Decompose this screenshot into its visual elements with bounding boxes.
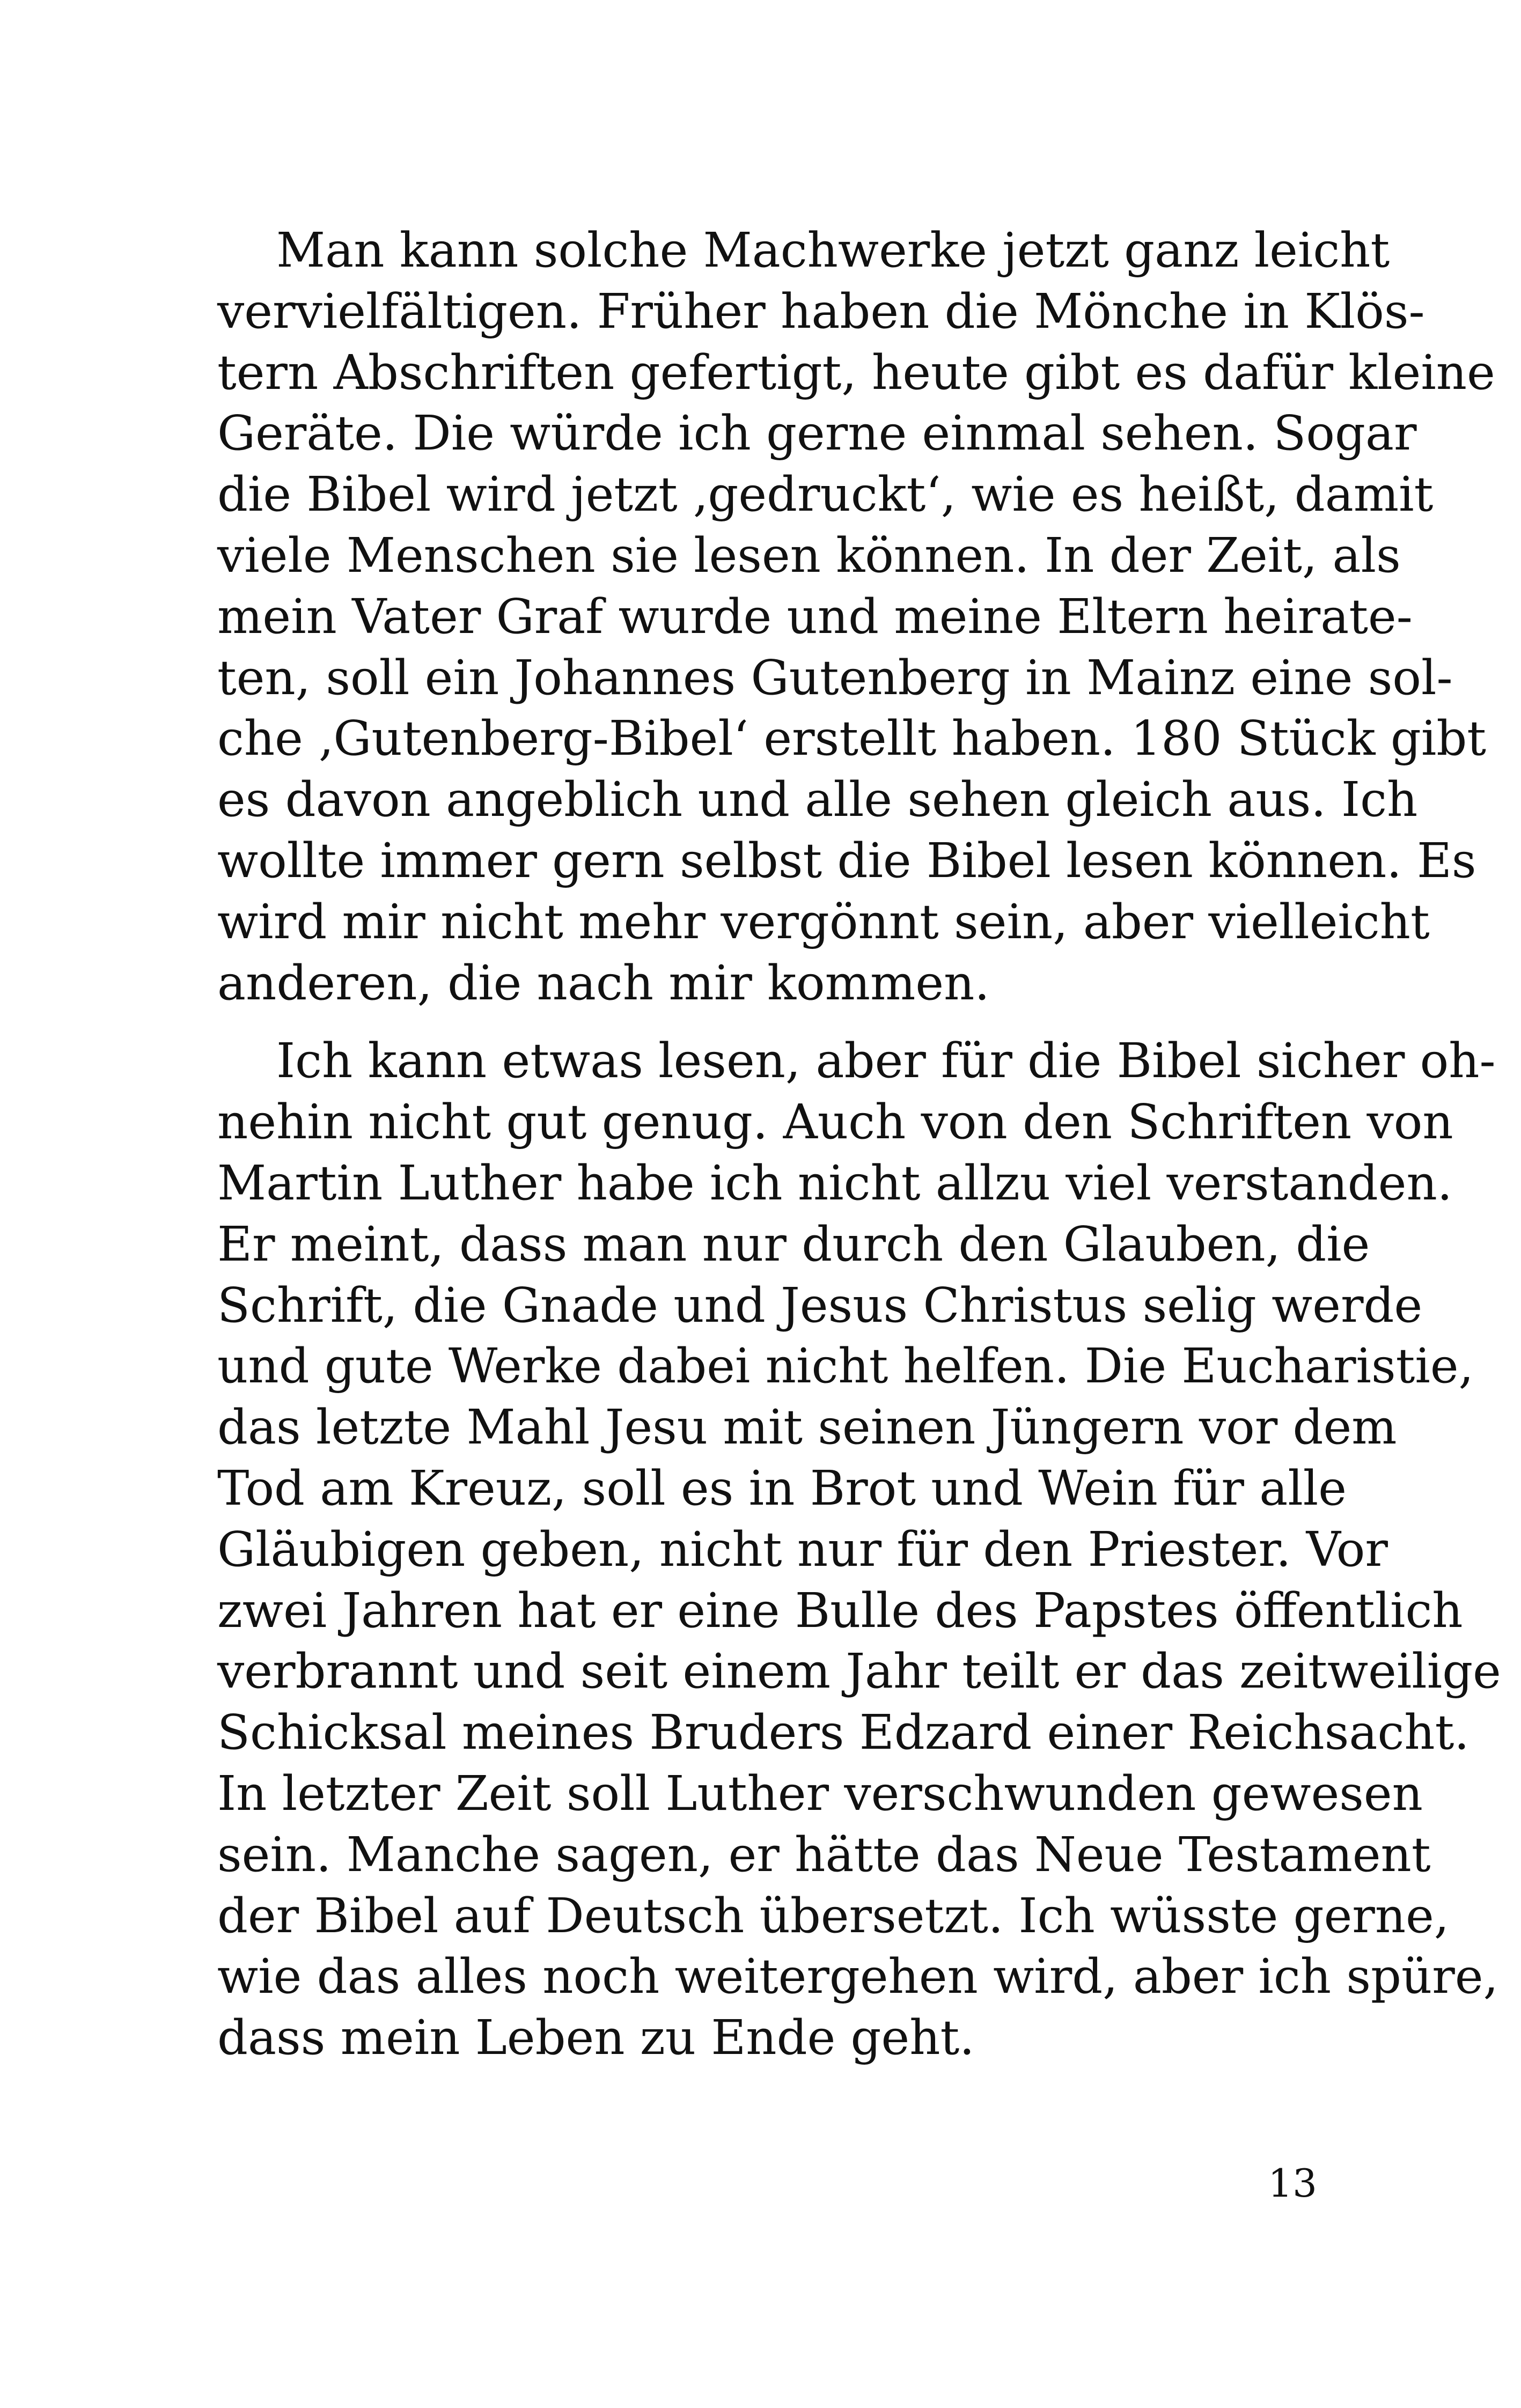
text-line: verbrannt und seit einem Jahr teilt er das zeitweilige — [217, 1643, 1501, 1699]
text-line: Geräte. Die würde ich gerne einmal sehen. Sogar — [217, 405, 1417, 461]
text-line: Man kann solche Machwerke jetzt ganz leicht — [276, 222, 1390, 278]
paragraph — [217, 1030, 1501, 2068]
text-line: anderen, die nach mir kommen. — [217, 954, 990, 1011]
text-line: zwei Jahren hat er eine Bulle des Papstes öffentlich — [217, 1582, 1463, 1638]
text-line: die Bibel wird jetzt ‚gedruckt‘, wie es heißt, damit — [217, 466, 1434, 522]
text-line: es davon angeblich und alle sehen gleich aus. Ich — [217, 771, 1418, 828]
paragraph — [217, 220, 1495, 1013]
text-line: dass mein Leben zu Ende geht. — [217, 2009, 975, 2066]
body-text — [217, 220, 1501, 2068]
text-line: Schicksal meines Bruders Edzard einer Reichsacht. — [217, 1704, 1469, 1761]
text-line: sein. Manche sagen, er hätte das Neue Testament — [217, 1826, 1431, 1882]
text-line: tern Abschriften gefertigt, heute gibt es dafür kleine — [217, 344, 1495, 400]
text-line: Tod am Kreuz, soll es in Brot und Wein für alle — [217, 1460, 1347, 1516]
text-line: der Bibel auf Deutsch übersetzt. Ich wüsste gerne, — [217, 1887, 1450, 1943]
text-line: Schrift, die Gnade und Jesus Christus selig werde — [217, 1277, 1423, 1333]
text-line: che ‚Gutenberg-Bibel‘ erstellt haben. 180 Stück gibt — [217, 710, 1487, 767]
text-line: Ich kann etwas lesen, aber für die Bibel sicher oh- — [276, 1033, 1496, 1089]
text-line: wie das alles noch weitergehen wird, aber ich spüre, — [217, 1948, 1498, 2005]
text-line: das letzte Mahl Jesu mit seinen Jüngern vor dem — [217, 1399, 1397, 1455]
text-line: Martin Luther habe ich nicht allzu viel verstanden. — [217, 1154, 1453, 1211]
text-line: vervielfältigen. Früher haben die Mönche in Klös- — [217, 283, 1425, 339]
paragraph-gap — [217, 1013, 1317, 1030]
text-line: ten, soll ein Johannes Gutenberg in Mainz eine sol- — [217, 649, 1453, 705]
text-line: wird mir nicht mehr vergönnt sein, aber vielleicht — [217, 893, 1430, 949]
text-line: Gläubigen geben, nicht nur für den Priester. Vor — [217, 1521, 1388, 1577]
text-line: viele Menschen sie lesen können. In der Zeit, als — [217, 527, 1401, 583]
text-line: Er meint, dass man nur durch den Glauben, die — [217, 1216, 1370, 1272]
text-line: nehin nicht gut genug. Auch von den Schriften von — [217, 1094, 1453, 1150]
page-number: 13 — [1268, 2161, 1317, 2206]
text-line: wollte immer gern selbst die Bibel lesen können. Es — [217, 832, 1476, 888]
text-line: mein Vater Graf wurde und meine Eltern heirate- — [217, 588, 1413, 644]
text-line: In letzter Zeit soll Luther verschwunden gewesen — [217, 1765, 1423, 1821]
text-line: und gute Werke dabei nicht helfen. Die Eucharistie, — [217, 1338, 1474, 1394]
